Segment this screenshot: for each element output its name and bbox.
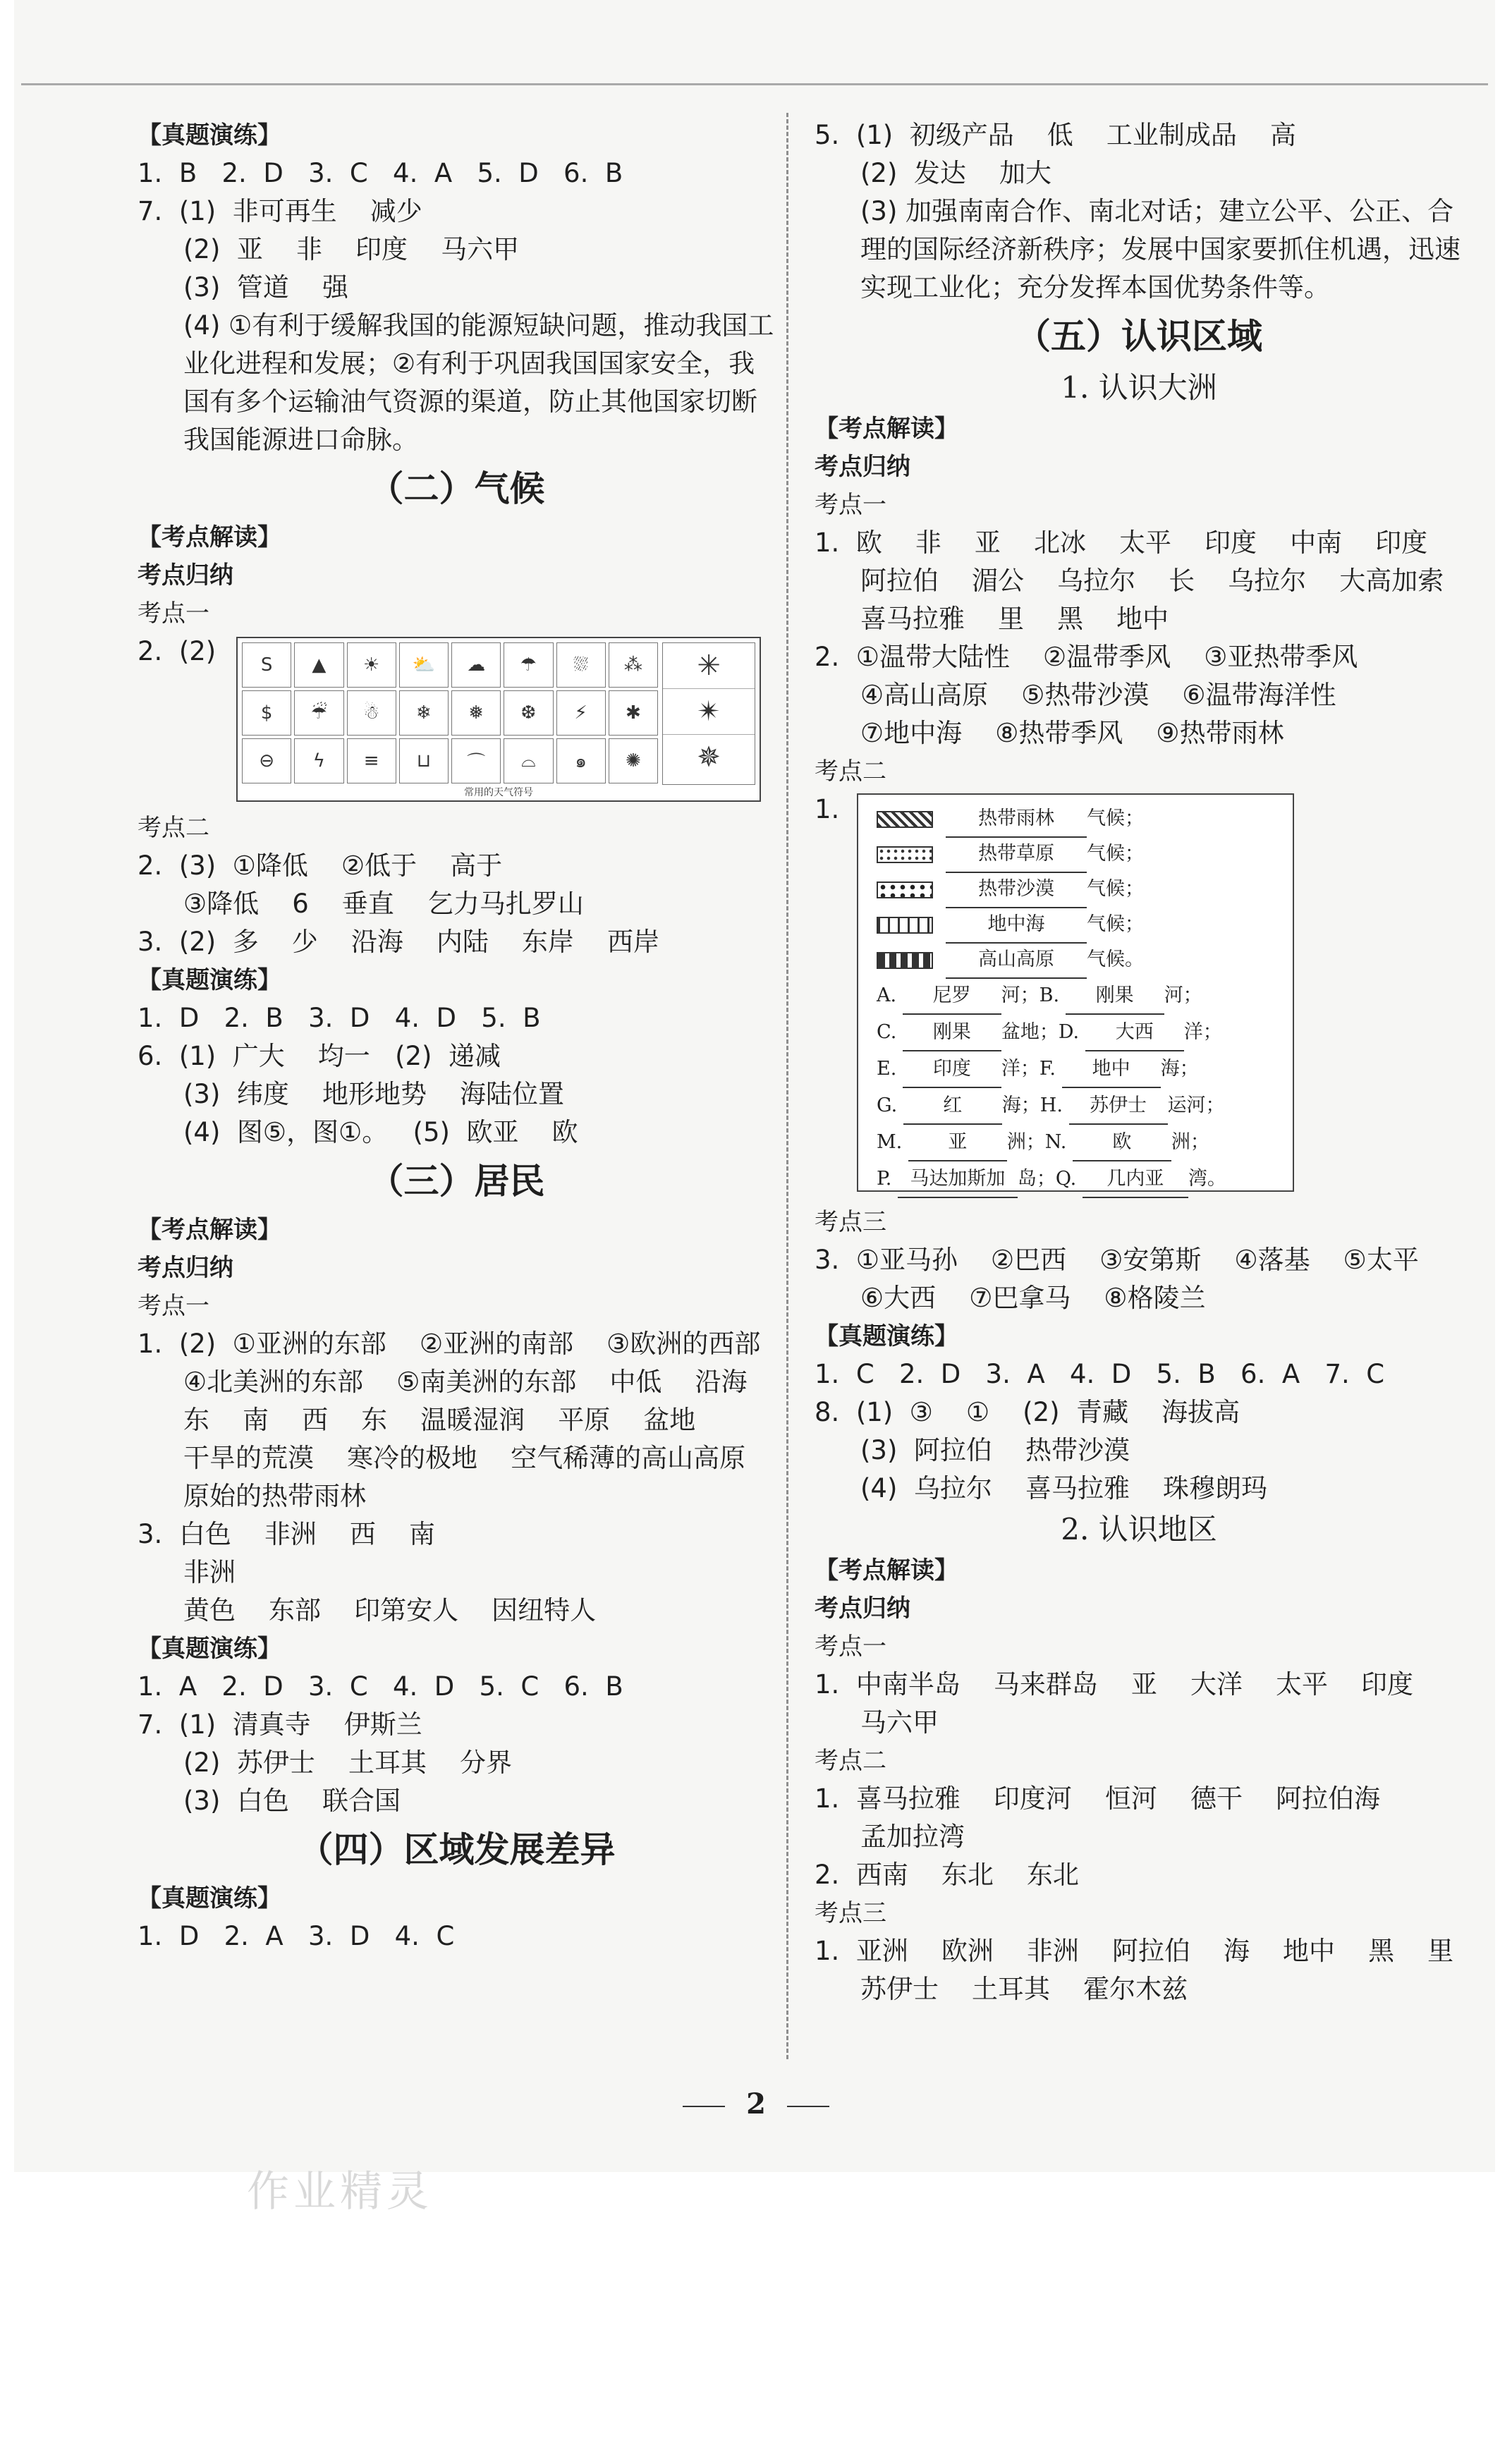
answer-line: 1. B 2. D 3. C 4. A 5. D 6. B [138,158,623,188]
point-label: 考点二 [815,757,886,786]
point-label: 考点一 [138,599,209,628]
ocean-e: 印度 [903,1051,1001,1088]
legend-answer: 热带草原 [946,836,1087,873]
light-rain-icon: ☂ [504,642,553,688]
subsection-label: 考点归纳 [138,1254,233,1282]
warm-front-icon: ⌓ [504,738,553,783]
hurricane-icon: ✺ [609,738,658,783]
legend-row [877,943,1274,978]
cloudy-icon: ⛅ [399,642,449,688]
answer-line: 3. 白色 非洲 西 南 [138,1519,435,1549]
answer-line: ④高山高原 ⑤热带沙漠 ⑥温带海洋性 [860,680,1336,710]
answer-line: 7. (1) 非可再生 减少 [138,196,422,226]
answer-line: (4) 图⑤，图①。 (5) 欧亚 欧 [183,1117,578,1147]
answer-line: 非洲 [183,1557,236,1587]
floating-dust-icon: $ [242,690,291,736]
answer-line: 6. (1) 广大 均一 (2) 递减 [138,1041,501,1071]
point-label: 考点二 [138,814,209,842]
river-b: 刚果 [1066,978,1164,1015]
answer-line: 东 南 西 东 温暖湿润 平原 盆地 [183,1405,696,1435]
answer-line: ④北美洲的东部 ⑤南美洲的东部 中低 沿海 [183,1367,748,1397]
legend-answer: 高山高原 [946,942,1087,979]
place-line: C. 刚果 盆地；D. 大西 洋； [877,1015,1274,1051]
answer-line: (2) 发达 加大 [860,158,1051,188]
answer-line: 1. D 2. A 3. D 4. C [138,1921,455,1951]
legend-suffix: 气候； [1087,913,1144,935]
legend-row [877,872,1274,908]
answer-line: 2. 西南 东北 东北 [815,1860,1079,1890]
page-number-value: 2 [746,2087,766,2121]
section-label: 【真题演练】 [138,966,281,994]
answer-line: 2. (3) ①降低 ②低于 高于 [138,850,503,881]
answer-line: (2) 苏伊士 土耳其 分界 [183,1747,513,1778]
answer-line: (3) 管道 强 [183,272,348,303]
answer-line: 孟加拉湾 [860,1822,965,1852]
answer-paragraph: (4) ①有利于缓解我国的能源短缺问题，推动我国工业化进程和发展；②有利于巩固我国国家安全，我国有多个运输油气资源的渠道，防止其他国家切断我国能源进口命脉。 [183,310,774,455]
continent-m: 亚 [908,1125,1007,1161]
answer-line: 1. D 2. B 3. D 4. D 5. B [138,1003,541,1033]
heavy-rain-icon: ☔ [294,690,343,736]
answer-line: 2. ①温带大陆性 ②温带季风 ③亚热带季风 [815,642,1358,672]
heavy-snow-icon: ❆ [504,690,553,736]
sea-f: 地中 [1062,1051,1161,1088]
typhoon-icon: ๑ [556,738,606,783]
answer-line: (3) 白色 联合国 [183,1786,401,1816]
place-line: P. 马达加斯加 岛；Q. 几内亚 湾。 [877,1161,1274,1198]
legend-row [877,837,1274,872]
frost-icon: ⊔ [399,738,449,783]
column-divider [786,113,788,2059]
ocean-d: 大西 [1085,1015,1184,1051]
place-line: A. 尼罗 河；B. 刚果 河； [877,978,1274,1015]
section-label: 【真题演练】 [138,1884,281,1913]
subsection-label: 考点归纳 [815,453,910,481]
legend-row [877,908,1274,943]
subsection-label: 考点归纳 [138,561,233,590]
wind-scale-icon: ✵ [697,741,721,774]
answer-line: 3. (2) 多 少 沿海 内陆 东岸 西岸 [138,927,659,957]
moderate-snow-icon: ❅ [451,690,501,736]
thunder-rain-icon: ⚡ [556,690,606,736]
answer-line: 阿拉伯 湄公 乌拉尔 长 乌拉尔 大高加索 [860,566,1444,596]
shower-icon: ⛆ [556,642,606,688]
answer-line: 5. (1) 初级产品 低 工业制成品 高 [815,120,1296,150]
legend-row [877,802,1274,837]
answer-line: 1. (2) ①亚洲的东部 ②亚洲的南部 ③欧洲的西部 [138,1329,761,1359]
section-label: 【真题演练】 [138,1635,281,1663]
rain-snow-icon: ☃ [347,690,396,736]
answer-line: 1. 喜马拉雅 印度河 恒河 德干 阿拉伯海 [815,1783,1381,1814]
answer-line: ⑦地中海 ⑧热带季风 ⑨热带雨林 [860,718,1284,748]
fog-icon: ≡ [347,738,396,783]
section-heading: （四）区域发展差异 [298,1829,616,1870]
overcast-icon: ☁ [451,642,501,688]
haze-icon: ▲ [294,642,343,688]
river-a: 尼罗 [903,978,1001,1015]
point-label: 考点一 [815,1633,886,1661]
point-label: 考点二 [815,1747,886,1775]
mediterranean-swatch [877,917,933,934]
basin-c: 刚果 [903,1015,1001,1051]
island-p: 马达加斯加 [898,1161,1018,1198]
answer-line: 1. A 2. D 3. C 4. D 5. C 6. B [138,1671,623,1702]
answer-line: ⑥大西 ⑦巴拿马 ⑧格陵兰 [860,1283,1206,1313]
wind-compass-icon: ✳ [663,643,755,689]
sandstorm-icon: S [242,642,291,688]
desert-swatch [877,882,933,898]
subsection-heading: 1. 认识大洲 [1061,370,1217,405]
answer-line: 1. 中南半岛 马来群岛 亚 大洋 太平 印度 [815,1669,1414,1700]
weather-symbol-grid [242,642,658,783]
light-snow-icon: ❄ [399,690,449,736]
legend-answer: 热带沙漠 [946,872,1087,908]
top-rule [21,83,1488,85]
answer-line: 8. (1) ③ ① (2) 青藏 海拔高 [815,1397,1240,1427]
answer-line: (4) 乌拉尔 喜马拉雅 珠穆朗玛 [860,1473,1268,1503]
continent-n: 欧 [1073,1125,1171,1161]
dust-storm-icon: ⊖ [242,738,291,783]
answer-line: 1. 欧 非 亚 北冰 太平 印度 中南 印度 [815,527,1428,558]
point-label: 考点三 [815,1208,886,1236]
subsection-heading: 2. 认识地区 [1061,1512,1217,1547]
gulf-q: 几内亚 [1083,1161,1188,1198]
answer-paragraph: (3) 加强南南合作、南北对话；建立公平、公正、合理的国际经济新秩序；发展中国家要抓住机遇，迅速实现工业化；充分发挥本国优势条件等。 [860,196,1461,303]
section-label: 【考点解读】 [815,415,958,443]
sleet-icon: ⁂ [609,642,658,688]
answer-line: 干旱的荒漠 寒冷的极地 空气稀薄的高山高原 [183,1443,746,1473]
thunder-icon: ϟ [294,738,343,783]
figure-caption: 常用的天气符号 [464,787,533,798]
answer-line: 喜马拉雅 里 黑 地中 [860,604,1169,634]
point-label: 考点一 [138,1292,209,1320]
weather-symbols-figure [236,637,761,802]
section-heading: （三）居民 [368,1160,545,1202]
section-label: 【考点解读】 [138,523,281,551]
legend-suffix: 气候。 [1087,948,1144,970]
answer-line: 苏伊士 土耳其 霍尔木兹 [860,1974,1188,2004]
point-label: 考点一 [815,491,886,519]
section-label: 【真题演练】 [138,121,281,150]
savanna-swatch [877,846,933,863]
answer-line: 1. 亚洲 欧洲 非洲 阿拉伯 海 地中 黑 里 [815,1936,1454,1966]
answer-line: 7. (1) 清真寺 伊斯兰 [138,1709,422,1740]
answer-line: 黄色 东部 印第安人 因纽特人 [183,1595,597,1625]
answer-line: (3) 阿拉伯 热带沙漠 [860,1435,1130,1465]
answer-line: (2) 亚 非 印度 马六甲 [183,234,520,264]
climate-legend-figure [857,793,1294,1192]
cold-front-icon: ⌒ [451,738,501,783]
legend-suffix: 气候； [1087,843,1144,865]
legend-suffix: 气候； [1087,807,1144,829]
section-label: 【考点解读】 [138,1216,281,1244]
answer-line: 马六甲 [860,1707,939,1738]
section-label: 【真题演练】 [815,1322,958,1350]
place-line: M. 亚 洲；N. 欧 洲； [877,1125,1274,1161]
sea-g: 红 [903,1088,1002,1125]
legend-suffix: 气候； [1087,878,1144,900]
sunny-icon: ☀ [347,642,396,688]
legend-answer: 地中海 [946,907,1087,944]
place-line: G. 红 海；H. 苏伊士 运河； [877,1088,1274,1125]
subsection-label: 考点归纳 [815,1594,910,1623]
point-label: 考点三 [815,1899,886,1927]
answer-line: 原始的热带雨林 [183,1481,366,1511]
watermark: 作业精灵 [247,2167,433,2216]
rainforest-swatch [877,811,933,828]
right-column: 5. (1) 初级产品 低 工业制成品 高 (2) 发达 加大 (3) 加强南南合作、南北对话；建立公平、公正、合理的国际经济新秩序；发展中国家要抓住机遇，迅速实现工业化；充分发挥本国优势条件等。 （五）认识区域 1. 认识大洲 【考点解读】 考点归纳 考点一 1. 欧 非 亚 北冰 太平 印度 中南 印度 阿拉伯 湄公 乌拉尔 长 乌拉尔 大高加索 喜马拉雅 里 黑 地中 2. ①温带大陆性 ②温带季风 ③亚热带季风 ④高山高原 ⑤热带沙漠 ⑥温带海洋性 ⑦地中海 ⑧热带季风 ⑨热带雨林 考点二 1. 热带雨林 气候； 热带草原 气候； 热带沙漠 气候； 地中海 气候； 高山高原 气候。 A. 尼罗 河；B. 刚果 河； C. 刚果 盆地；D. 大西 洋； E. 印度 洋；F. 地中 海； G. 红 海；H. 苏伊士 运河； M. 亚 洲；N. 欧 洲； P. 马达加斯加 岛；Q. 几内亚 湾。 考点三 3. ①亚马孙 ②巴西 ③安第斯 ④落基 ⑤太平 ⑥大西 ⑦巴拿马 ⑧格陵兰 【真题演练】 1. C 2. D 3. A 4. D 5. B 6. A 7. C 8. (1) ③ ① (2) 青藏 海拔高 (3) 阿拉伯 热带沙漠 (4) 乌拉尔 喜马拉雅 珠穆朗玛 2. 认识地区 【考点解读】 考点归纳 考点一 1. 中南半岛 马来群岛 亚 大洋 太平 印度 马六甲 考点二 1. 喜马拉雅 印度河 恒河 德干 阿拉伯海 孟加拉湾 2. 西南 东北 东北 考点三 1. 亚洲 欧洲 非洲 阿拉伯 海 地中 黑 里 苏伊士 土耳其 霍尔木兹 [815,116,1463,2008]
canal-h: 苏伊士 [1069,1088,1168,1125]
wind-direction-legend [662,642,755,785]
left-column: 【真题演练】 1. B 2. D 3. C 4. A 5. D 6. B 7. (1) 非可再生 减少 (2) 亚 非 印度 马六甲 (3) 管道 强 (4) ①有利于缓解我国的能源短缺问题，推动我国工业化进程和发展；②有利于巩固我国国家安全，我国有多个运输油气资源的渠道，防止其他国家切断我国能源进口命脉。 （二）气候 【考点解读】 考点归纳 考点一 2. (2) S ▲ ☀ ⛅ ☁ ☂ ⛆ ⁂ $ ☔ ☃ ❄ ❅ ❆ ⚡ ✱ ⊖ ϟ ≡ ⊔ ⌒ ⌓ ๑ ✺ ✳ ✴ ✵ 常用的天气符号 考点二 2. (3) ①降低 ②低于 高于 ③降低 6 垂直 乞力马扎罗山 3. (2) 多 少 沿海 内陆 东岸 西岸 【真题演练】 1. D 2. B 3. D 4. D 5. B 6. (1) 广大 均一 (2) 递减 (3) 纬度 地形地势 海陆位置 (4) 图⑤，图①。 (5) 欧亚 欧 （三）居民 【考点解读】 考点归纳 考点一 1. (2) ①亚洲的东部 ②亚洲的南部 ③欧洲的西部 ④北美洲的东部 ⑤南美洲的东部 中低 沿海 东 南 西 东 温暖湿润 平原 盆地 干旱的荒漠 寒冷的极地 空气稀薄的高山高原 原始的热带雨林 3. 白色 非洲 西 南 非洲 黄色 东部 印第安人 因纽特人 【真题演练】 1. A 2. D 3. C 4. D 5. C 6. B 7. (1) 清真寺 伊斯兰 (2) 苏伊士 土耳其 分界 (3) 白色 联合国 （四）区域发展差异 【真题演练】 1. D 2. A 3. D 4. C [138,116,776,1956]
answer-line: 3. ①亚马孙 ②巴西 ③安第斯 ④落基 ⑤太平 [815,1245,1419,1275]
legend-answer: 热带雨林 [946,801,1087,838]
highland-swatch [877,952,933,969]
page-number [0,2087,1512,2121]
hail-icon: ✱ [609,690,658,736]
answer-line: ③降低 6 垂直 乞力马扎罗山 [183,889,584,919]
wind-arrows-icon: ✴ [663,689,755,735]
answer-line: 1. C 2. D 3. A 4. D 5. B 6. A 7. C [815,1359,1385,1389]
section-heading: （五）认识区域 [1016,315,1262,357]
section-label: 【考点解读】 [815,1556,958,1585]
answer-line: (3) 纬度 地形地势 海陆位置 [183,1079,565,1109]
section-heading: （二）气候 [368,468,545,509]
place-line: E. 印度 洋；F. 地中 海； [877,1051,1274,1088]
